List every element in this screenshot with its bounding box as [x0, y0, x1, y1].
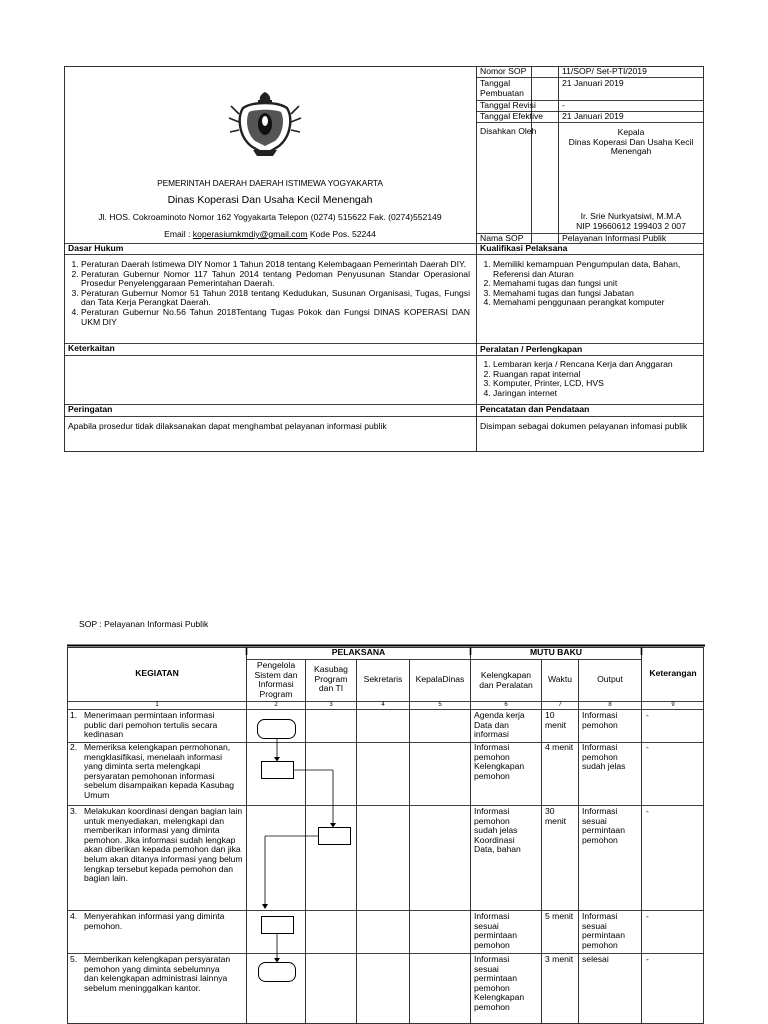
list-item: 3. Memahami tugas dan fungsi Jabatan: [493, 289, 700, 299]
row-keterangan: -: [646, 710, 649, 720]
row-kelengkapan: Informasi sesuai permintaan pemohon: [474, 911, 517, 950]
list-item: 4. Jaringan internet: [493, 389, 700, 399]
header-mutu-baku: MUTU BAKU: [529, 647, 583, 657]
row-waktu: 30 menit: [545, 806, 567, 826]
nomor-sop-value: 11/SOP/ Set-PTI/2019: [562, 66, 647, 76]
kualifikasi-list: [480, 260, 700, 308]
signer-name: Ir. Srie Nurkyatsiwi, M.M.A: [580, 211, 682, 221]
row-kelengkapan: Informasi pemohon sudah jelas Koordinasi Data, bahan: [474, 806, 521, 855]
peralatan-title: Peralatan / Perlengkapan: [480, 344, 583, 354]
row-kegiatan: Memberikan kelengkapan persyaratan pemohon yang diminta sebelumnya dan kelengkapan administrasi lainnya sebelum meninggalkan kantor.: [84, 954, 231, 993]
header-sekretaris: Sekretaris: [363, 674, 403, 684]
row-waktu: 5 menit: [545, 911, 574, 921]
row-kegiatan: Melakukan koordinasi dengan bagian lain untuk menyediakan, melengkapi dan memberikan informasi yang diminta pemohon. Jika informasi sudah lengkap akan diberikan kepada pemohon dan jika belum akan ditanya informasi yang belum lengkap tersebut kepada pemohon dan bagian lain.: [84, 806, 243, 884]
signer-nip: NIP 19660612 199403 2 007: [576, 220, 686, 231]
flow-process-4: [262, 917, 294, 934]
approver-title-line3: Menengah: [610, 146, 652, 157]
nama-sop-label: Nama SOP: [480, 233, 524, 243]
peringatan-text: Apabila prosedur tidak dilaksanakan dapat menghambat pelayanan informasi publik: [68, 421, 387, 431]
row-waktu: 3 menit: [545, 954, 574, 964]
row-kelengkapan: Informasi sesuai permintaan pemohon Kelengkapan pemohon: [474, 954, 525, 1012]
nama-sop-value: Pelayanan Informasi Publik: [562, 233, 667, 243]
list-item: 4. Memahami penggunaan perangkat komputer: [493, 298, 700, 308]
crest-logo-icon: [229, 92, 301, 156]
pencatatan-text: Disimpan sebagai dokumen pelayanan infomasi publik: [480, 421, 688, 431]
tanggal-efektive-value: 21 Januari 2019: [562, 111, 624, 121]
office-name: Dinas Koperasi Dan Usaha Kecil Menengah: [167, 194, 373, 206]
row-kegiatan: Memeriksa kelengkapan permohonan, mengklasifikasi, menelaah informasi yang diminta serta melengkapi persyaratan pemohonan informasi sebelum disampaikan kepada Kasubag Umum: [84, 742, 235, 800]
approver-title: [559, 128, 703, 157]
flow-process-2: [262, 762, 294, 779]
row-keterangan: -: [646, 954, 649, 964]
list-item: 2. Ruangan rapat internal: [493, 370, 700, 380]
row-waktu: 4 menit: [545, 742, 574, 752]
row-kegiatan: Menyerahkan informasi yang diminta pemohon.: [84, 911, 225, 931]
row-kelengkapan: Informasi pemohon Kelengkapan pemohon: [474, 742, 525, 781]
kualifikasi-title: Kualifikasi Pelaksana: [480, 243, 568, 253]
col-num: 8: [608, 702, 612, 708]
peralatan-list: [480, 360, 700, 398]
header-kegiatan: KEGIATAN: [135, 668, 179, 678]
col-num: 5: [438, 702, 442, 708]
header-pelaksana: PELAKSANA: [331, 647, 386, 657]
email-label: Email :: [164, 229, 193, 239]
flow-process-3: [319, 828, 351, 845]
signer-block: [559, 212, 703, 231]
tanggal-revisi-label: Tanggal Revisi: [480, 100, 536, 110]
list-item: 1. Lembaran kerja / Rencana Kerja dan Anggaran: [493, 360, 700, 370]
header-kelengkapan: Kelengkapan dan Peralatan: [479, 670, 533, 690]
row-number: 1.: [70, 710, 78, 720]
flowchart: [258, 720, 351, 982]
tanggal-revisi-value: -: [562, 100, 565, 110]
row-waktu: 10 menit: [545, 710, 567, 730]
sop-caption: SOP : Pelayanan Informasi Publik: [79, 619, 209, 629]
row-keterangan: -: [646, 742, 649, 752]
peringatan-title: Peringatan: [68, 404, 113, 414]
header-output: Output: [597, 674, 623, 684]
list-item: 2. Memahami tugas dan fungsi unit: [493, 279, 700, 289]
col-num: 2: [274, 702, 278, 708]
header-keterangan: Keterangan: [649, 668, 697, 678]
row-output: Informasi sesuai permintaan pemohon: [582, 806, 625, 845]
flow-start-terminator: [258, 720, 296, 739]
postcode: Kode Pos. 52244: [307, 229, 376, 239]
col-num: 9: [671, 702, 675, 708]
tanggal-pembuatan-value: 21 Januari 2019: [562, 78, 624, 88]
approver-title-line1: Kepala: [617, 127, 645, 137]
dasar-hukum-list: [68, 260, 470, 327]
row-output: Informasi pemohon: [582, 710, 618, 730]
row-number: 2.: [70, 742, 78, 752]
list-item: 3. Komputer, Printer, LCD, HVS: [493, 379, 700, 389]
list-item: 1. Peraturan Daerah Istimewa DIY Nomor 1 Tahun 2018 tentang Kelembagaan Pemerintah Daerah DIY.: [81, 260, 470, 270]
tanggal-efektive-label: Tanggal Efektive: [480, 111, 544, 121]
government-name: PEMERINTAH DAERAH DAERAH ISTIMEWA YOGYAKARTA: [157, 178, 383, 188]
list-item: 3. Peraturan Gubernur Nomor 51 Tahun 2018 tentang Kedudukan, Susunan Organisasi, Tugas, Fungsi dan Tata Kerja Perangkat Daerah.: [81, 289, 470, 308]
dasar-hukum-title: Dasar Hukum: [68, 243, 124, 253]
keterkaitan-title: Keterkaitan: [68, 343, 115, 353]
row-output: selesai: [582, 954, 609, 964]
row-keterangan: -: [646, 911, 649, 921]
col-num: 4: [381, 702, 385, 708]
col-num: 1: [155, 702, 159, 708]
row-kegiatan: Menerimaan permintaan informasi public dari pemohon tertulis secara kedinasan: [84, 710, 218, 740]
row-keterangan: -: [646, 806, 649, 816]
list-item: 4. Peraturan Gubernur No.56 Tahun 2018Tentang Tugas Pokok dan Fungsi DINAS KOPERASI DAN UKM DIY: [81, 308, 470, 327]
list-item: 2. Peraturan Gubernur Nomor 117 Tahun 2014 tentang Pedoman Penyusunan Standar Operasional Prosedur Penyelenggaraan Pemerintahan Daerah.: [81, 270, 470, 289]
office-contact: [64, 229, 476, 239]
office-address: Jl. HOS. Cokroaminoto Nomor 162 Yogyakarta Telepon (0274) 515622 Fak. (0274)552149: [98, 212, 442, 222]
tanggal-pembuatan-label: Tanggal Pembuatan: [480, 78, 524, 98]
header-pengelola: Pengelola Sistem dan Informasi Program: [254, 660, 298, 699]
header-kasubag: Kasubag Program dan TI: [314, 664, 348, 693]
col-num: 3: [329, 702, 333, 708]
row-output: Informasi pemohon sudah jelas: [582, 742, 626, 772]
nomor-sop-label: Nomor SOP: [480, 66, 527, 76]
row-number: 5.: [70, 954, 78, 964]
disahkan-oleh-label: Disahkan Oleh: [480, 126, 537, 136]
flow-end-terminator: [259, 963, 296, 982]
row-kelengkapan: Agenda kerja Data dan informasi: [474, 710, 525, 740]
row-number: 3.: [70, 806, 78, 816]
pencatatan-title: Pencatatan dan Pendataan: [480, 404, 590, 414]
col-num: 7: [558, 702, 562, 708]
header-kepala-dinas: KepalaDinas: [415, 674, 465, 684]
row-number: 4.: [70, 911, 78, 921]
approver-title-line2: Dinas Koperasi Dan Usaha Kecil: [568, 136, 694, 147]
row-output: Informasi sesuai permintaan pemohon: [582, 911, 625, 950]
header-waktu: Waktu: [547, 674, 573, 684]
list-item: 1. Memiliki kemampuan Pengumpulan data, Bahan, Referensi dan Aturan: [493, 260, 700, 279]
email-link[interactable]: koperasiumkmdiy@gmail.com: [192, 229, 308, 239]
col-num: 6: [504, 702, 508, 708]
